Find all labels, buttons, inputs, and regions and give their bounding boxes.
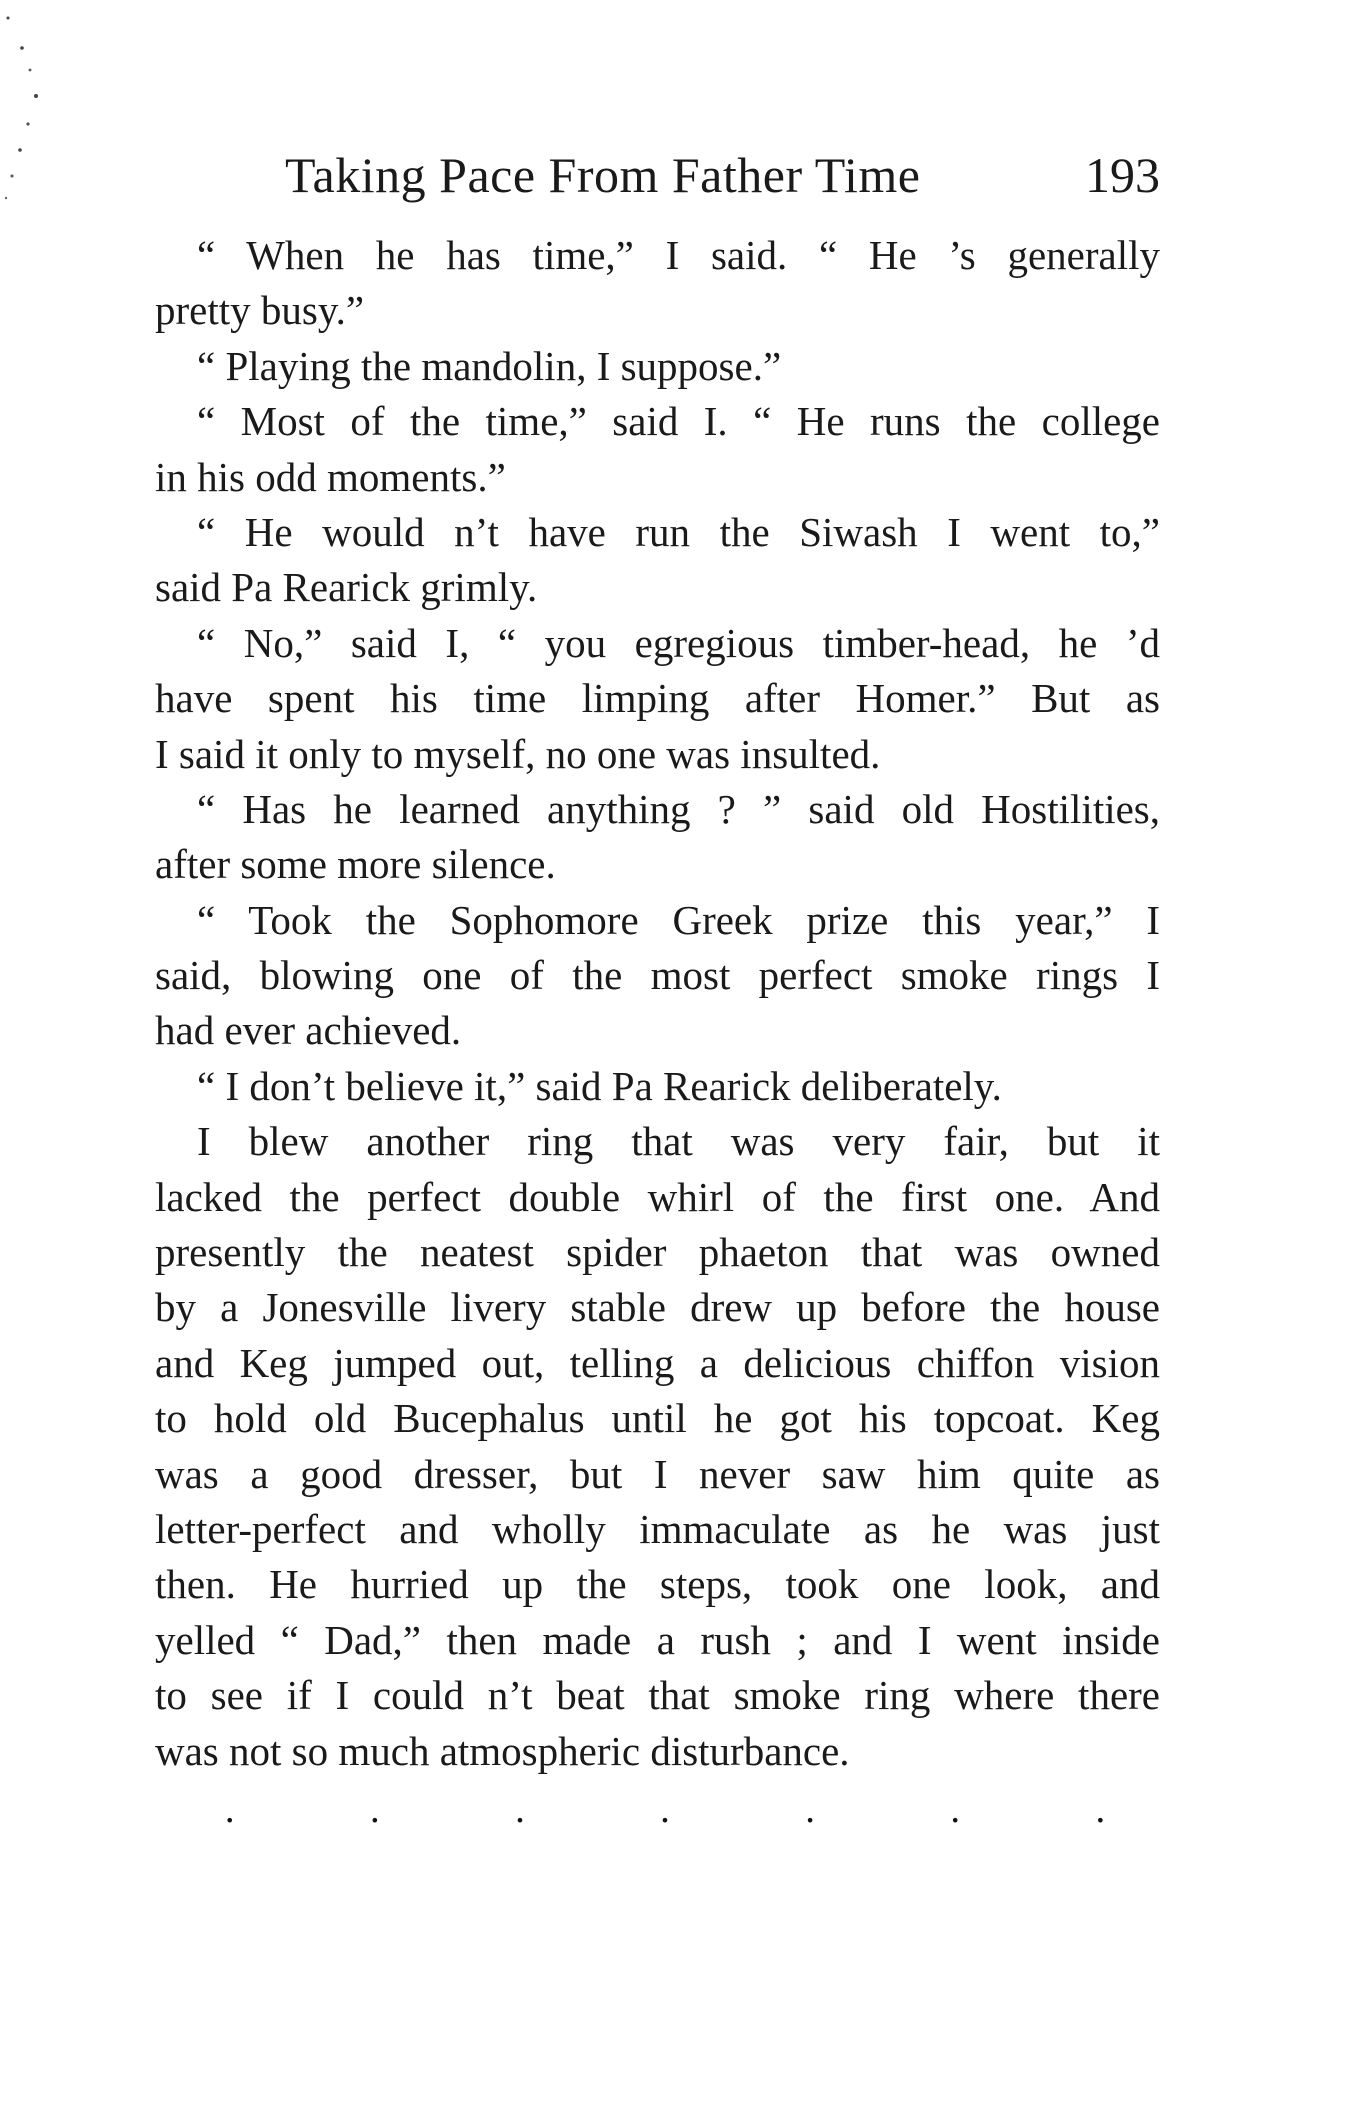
text-line: “ I don’t believe it,” said Pa Rearick deliberately. xyxy=(197,1062,1002,1109)
body-text xyxy=(155,228,1160,1779)
text-line: to see if I could n’t beat that smoke ring where there xyxy=(155,1672,1160,1719)
speck xyxy=(34,94,38,98)
text-line: have spent his time limping after Homer.” But as xyxy=(155,675,1160,722)
text-line: “ Playing the mandolin, I suppose.” xyxy=(197,342,782,389)
ornament-dot: • xyxy=(1095,1811,1105,1830)
text-line: “ He would n’t have run the Siwash I went to,” xyxy=(197,508,1160,555)
ornament-dot: • xyxy=(225,1811,235,1830)
text-line: in his odd moments.” xyxy=(155,453,506,500)
speck xyxy=(18,148,22,152)
speck xyxy=(29,69,32,72)
text-line: by a Jonesville livery stable drew up before the house xyxy=(155,1284,1160,1331)
speck xyxy=(5,197,7,199)
text-line: letter-perfect and wholly immaculate as he was just xyxy=(155,1505,1160,1552)
text-line: yelled “ Dad,” then made a rush ; and I went inside xyxy=(155,1616,1160,1663)
ornament-dot: • xyxy=(370,1811,380,1830)
text-line: “ Took the Sophomore Greek prize this year,” I xyxy=(197,896,1160,943)
ornament-dot: • xyxy=(805,1811,815,1830)
text-line: was a good dresser, but I never saw him quite as xyxy=(155,1450,1160,1497)
text-line: “ Has he learned anything ? ” said old Hostilities, xyxy=(197,785,1160,832)
text-line: and Keg jumped out, telling a delicious chiffon vision xyxy=(155,1339,1160,1386)
speck xyxy=(7,17,10,20)
running-header xyxy=(285,140,1160,210)
speck xyxy=(26,122,29,125)
text-line: I blew another ring that was very fair, but it xyxy=(197,1118,1160,1165)
text-line: was not so much atmospheric disturbance. xyxy=(155,1727,850,1774)
text-line: said Pa Rearick grimly. xyxy=(155,564,538,611)
text-line: “ No,” said I, “ you egregious timber-head, he ’d xyxy=(197,619,1160,666)
text-line: “ When he has time,” I said. “ He ’s generally xyxy=(197,232,1160,278)
text-line: then. He hurried up the steps, took one look, and xyxy=(155,1561,1160,1608)
text-line: said, blowing one of the most perfect smoke rings I xyxy=(155,952,1160,999)
ornament-dot: • xyxy=(660,1811,670,1830)
text-line: after some more silence. xyxy=(155,841,556,888)
section-ornament-row xyxy=(225,1806,1105,1836)
text-line: presently the neatest spider phaeton that was owned xyxy=(155,1229,1160,1276)
text-line: lacked the perfect double whirl of the first one. And xyxy=(155,1173,1160,1220)
text-line: I said it only to myself, no one was insulted. xyxy=(155,730,881,777)
running-title: Taking Pace From Father Time xyxy=(285,147,921,203)
margin-specks xyxy=(0,0,60,240)
ornament-dot: • xyxy=(950,1811,960,1830)
text-line: had ever achieved. xyxy=(155,1007,462,1054)
speck xyxy=(11,175,14,178)
text-line: pretty busy.” xyxy=(155,287,365,334)
speck xyxy=(20,46,24,50)
text-line: to hold old Bucephalus until he got his topcoat. Keg xyxy=(155,1395,1160,1442)
text-line: “ Most of the time,” said I. “ He runs the college xyxy=(197,398,1160,445)
ornament-dot: • xyxy=(515,1811,525,1830)
page-number: 193 xyxy=(1085,147,1160,203)
